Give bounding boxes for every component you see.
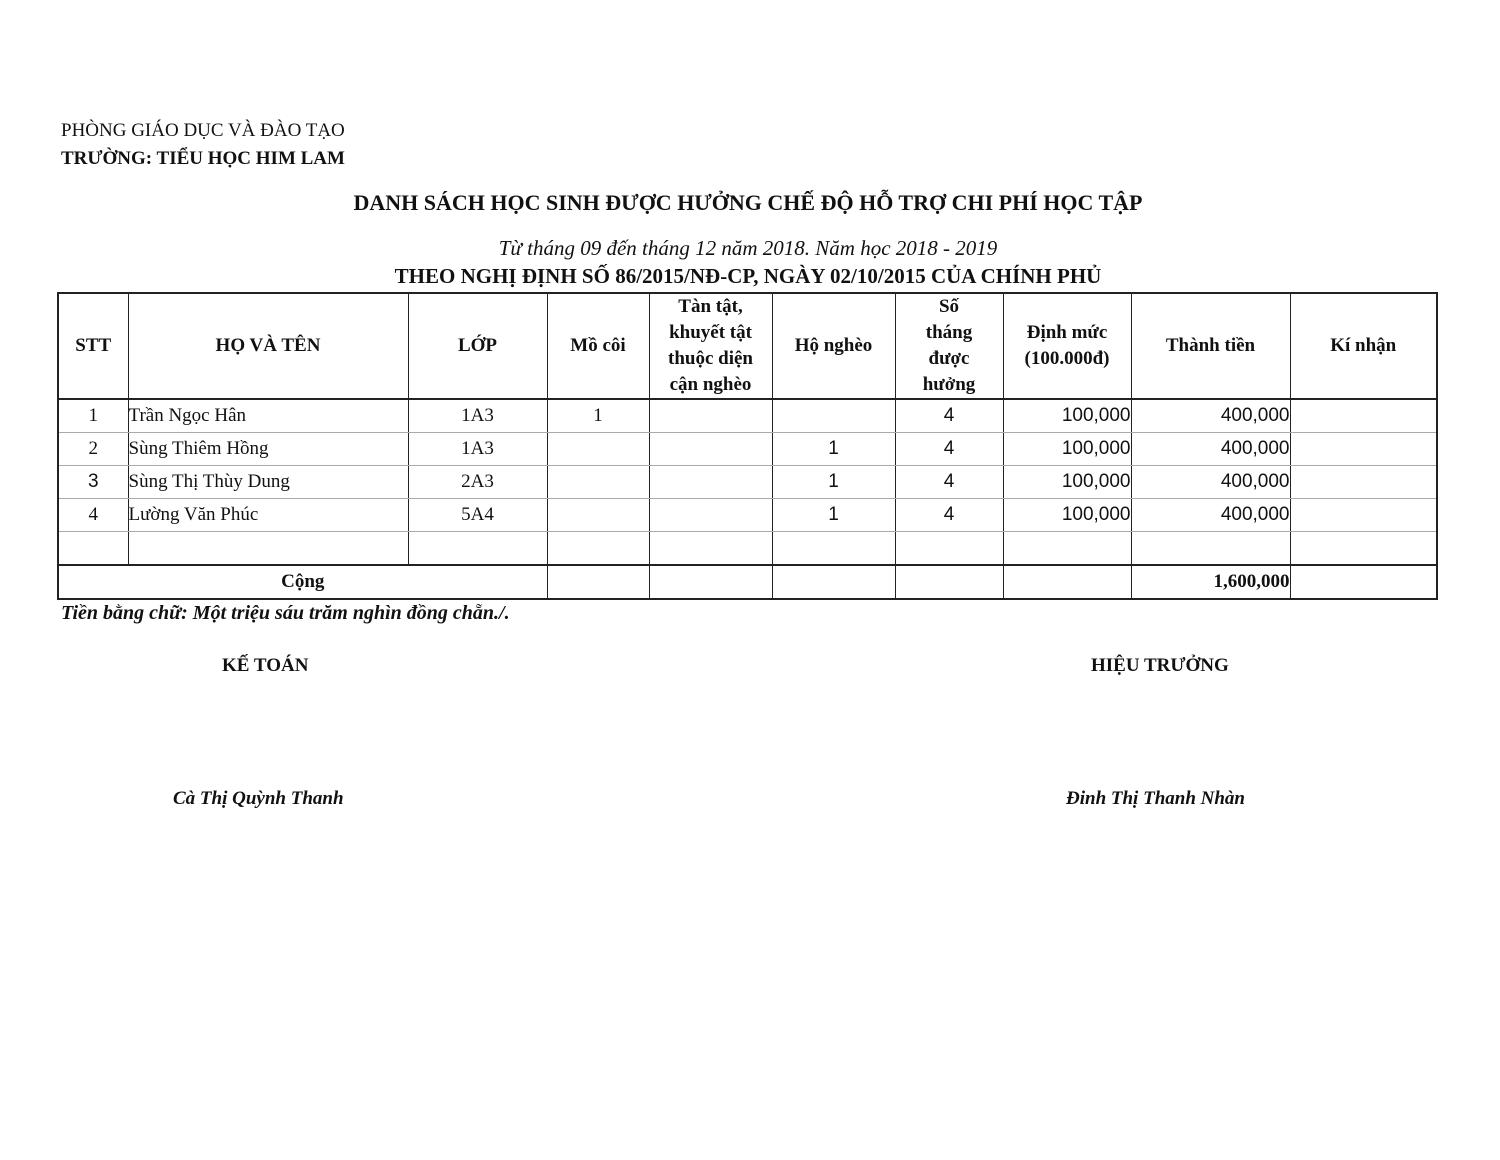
cell-amount: 400,000 bbox=[1131, 399, 1290, 433]
cell-months: 4 bbox=[895, 433, 1003, 466]
cell-orphan: 1 bbox=[547, 399, 649, 433]
principal-title: HIỆU TRƯỞNG bbox=[1091, 655, 1229, 676]
cell-disabled bbox=[649, 466, 772, 499]
cell-orphan bbox=[547, 433, 649, 466]
cell-signature bbox=[1290, 499, 1437, 532]
amount-in-words: Tiền bằng chữ: Một triệu sáu trăm nghìn đồng chẵn./. bbox=[61, 602, 510, 624]
cell-empty bbox=[1003, 532, 1131, 566]
total-amount: 1,600,000 bbox=[1131, 565, 1290, 599]
cell-disabled bbox=[649, 499, 772, 532]
column-header-disabled-label: Tàn tật, khuyết tật thuộc diện cận nghèo bbox=[668, 296, 753, 395]
cell-amount: 400,000 bbox=[1131, 466, 1290, 499]
cell-stt: 4 bbox=[58, 499, 128, 532]
cell-amount: 400,000 bbox=[1131, 433, 1290, 466]
school-name: TRƯỜNG: TIỂU HỌC HIM LAM bbox=[61, 148, 345, 169]
cell-class: 1A3 bbox=[408, 399, 547, 433]
cell-rate: 100,000 bbox=[1003, 399, 1131, 433]
cell-signature bbox=[1290, 466, 1437, 499]
cell-amount: 400,000 bbox=[1131, 499, 1290, 532]
cell-empty bbox=[547, 532, 649, 566]
column-header-disabled bbox=[649, 293, 772, 399]
table-row bbox=[58, 499, 1437, 532]
table-total-row bbox=[58, 565, 1437, 599]
column-header-class: LỚP bbox=[408, 293, 547, 399]
cell-empty bbox=[649, 532, 772, 566]
cell-poor: 1 bbox=[772, 433, 895, 466]
column-header-stt: STT bbox=[58, 293, 128, 399]
column-header-poor: Hộ nghèo bbox=[772, 293, 895, 399]
cell-name: Sùng Thiêm Hồng bbox=[128, 433, 408, 466]
cell-class: 5A4 bbox=[408, 499, 547, 532]
cell-empty bbox=[408, 532, 547, 566]
column-header-name: HỌ VÀ TÊN bbox=[128, 293, 408, 399]
cell-empty bbox=[1131, 532, 1290, 566]
table-header-row bbox=[58, 293, 1437, 399]
cell-signature bbox=[1290, 399, 1437, 433]
period-subtitle: Từ tháng 09 đến tháng 12 năm 2018. Năm học 2018 - 2019 bbox=[498, 236, 998, 260]
accountant-title: KẾ TOÁN bbox=[222, 655, 309, 676]
cell-name: Sùng Thị Thùy Dung bbox=[128, 466, 408, 499]
cell-signature bbox=[1290, 433, 1437, 466]
column-header-orphan: Mồ côi bbox=[547, 293, 649, 399]
cell-empty bbox=[895, 532, 1003, 566]
cell-empty bbox=[895, 565, 1003, 599]
cell-empty bbox=[772, 532, 895, 566]
cell-poor: 1 bbox=[772, 466, 895, 499]
cell-empty bbox=[772, 565, 895, 599]
cell-empty bbox=[1290, 532, 1437, 566]
cell-poor bbox=[772, 399, 895, 433]
accountant-name: Cà Thị Quỳnh Thanh bbox=[173, 788, 344, 809]
document-title: DANH SÁCH HỌC SINH ĐƯỢC HƯỞNG CHẾ ĐỘ HỖ TRỢ CHI PHÍ HỌC TẬP bbox=[353, 190, 1143, 215]
cell-class: 1A3 bbox=[408, 433, 547, 466]
cell-orphan bbox=[547, 499, 649, 532]
column-header-months bbox=[895, 293, 1003, 399]
cell-stt: 3 bbox=[58, 466, 128, 499]
cell-months: 4 bbox=[895, 399, 1003, 433]
cell-rate: 100,000 bbox=[1003, 466, 1131, 499]
cell-empty bbox=[1290, 565, 1437, 599]
table-row bbox=[58, 433, 1437, 466]
cell-empty bbox=[128, 532, 408, 566]
cell-class: 2A3 bbox=[408, 466, 547, 499]
cell-orphan bbox=[547, 466, 649, 499]
table-row bbox=[58, 466, 1437, 499]
cell-empty bbox=[1003, 565, 1131, 599]
total-label: Cộng bbox=[58, 565, 547, 599]
principal-name: Đinh Thị Thanh Nhàn bbox=[1066, 788, 1245, 809]
table-row bbox=[58, 399, 1437, 433]
cell-empty bbox=[547, 565, 649, 599]
cell-stt: 2 bbox=[58, 433, 128, 466]
cell-empty bbox=[649, 565, 772, 599]
cell-empty bbox=[58, 532, 128, 566]
cell-poor: 1 bbox=[772, 499, 895, 532]
department-name: PHÒNG GIÁO DỤC VÀ ĐÀO TẠO bbox=[61, 120, 345, 141]
cell-name: Trần Ngọc Hân bbox=[128, 399, 408, 433]
student-support-table bbox=[57, 292, 1438, 600]
column-header-signature: Kí nhận bbox=[1290, 293, 1437, 399]
table-row-empty bbox=[58, 532, 1437, 566]
column-header-rate-label: Định mức (100.000đ) bbox=[1024, 322, 1110, 369]
cell-stt: 1 bbox=[58, 399, 128, 433]
decree-subtitle: THEO NGHỊ ĐỊNH SỐ 86/2015/NĐ-CP, NGÀY 02/10/2015 CỦA CHÍNH PHỦ bbox=[394, 264, 1102, 288]
cell-rate: 100,000 bbox=[1003, 499, 1131, 532]
cell-disabled bbox=[649, 433, 772, 466]
column-header-amount: Thành tiền bbox=[1131, 293, 1290, 399]
cell-months: 4 bbox=[895, 499, 1003, 532]
cell-disabled bbox=[649, 399, 772, 433]
cell-name: Lường Văn Phúc bbox=[128, 499, 408, 532]
column-header-months-label: Số tháng được hưởng bbox=[922, 296, 976, 395]
cell-months: 4 bbox=[895, 466, 1003, 499]
column-header-rate bbox=[1003, 293, 1131, 399]
cell-rate: 100,000 bbox=[1003, 433, 1131, 466]
